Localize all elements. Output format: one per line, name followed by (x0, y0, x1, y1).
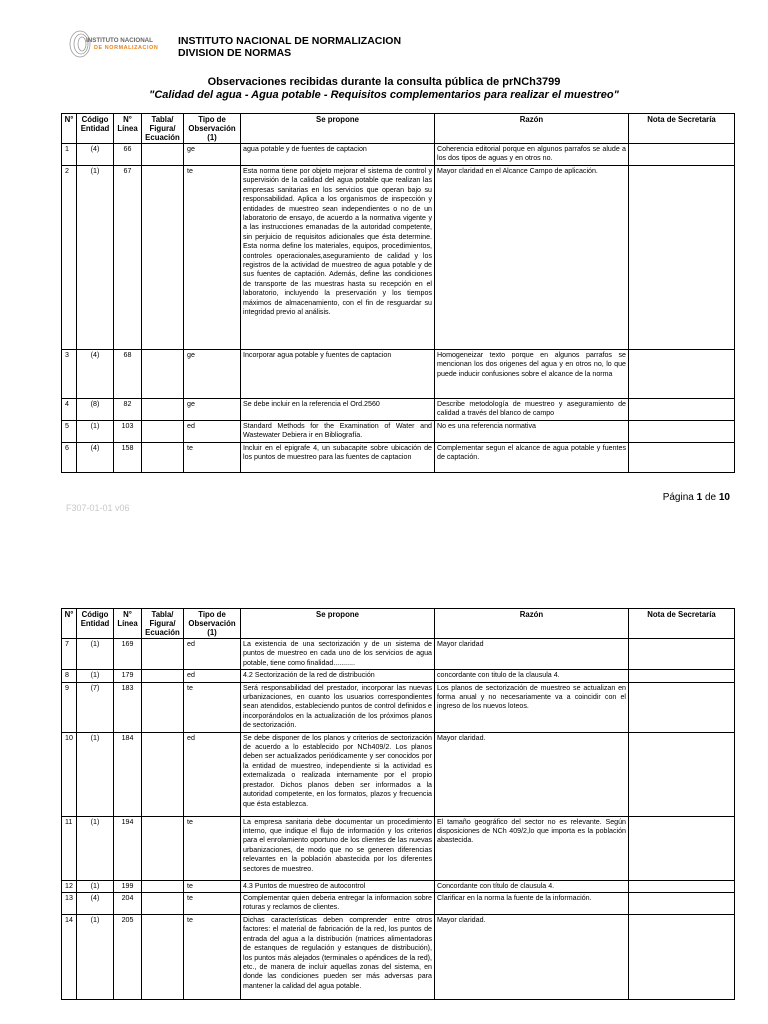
cell-codigo: (1) (77, 880, 114, 892)
cell-tipo: ed (184, 639, 241, 670)
cell-tipo: ge (184, 350, 241, 399)
cell-nota (629, 421, 735, 443)
table-row (62, 350, 735, 399)
cell-codigo: (1) (77, 670, 114, 682)
cell-tabla (142, 166, 184, 350)
cell-nota (629, 166, 735, 350)
cell-tipo: ed (184, 732, 241, 816)
cell-tipo: ed (184, 421, 241, 443)
table-header-row (62, 114, 735, 144)
cell-codigo: (1) (77, 732, 114, 816)
cell-n: 10 (62, 732, 77, 816)
col-header-razon: Razón (435, 609, 629, 639)
cell-tabla (142, 443, 184, 473)
cell-tipo: te (184, 893, 241, 915)
cell-codigo: (4) (77, 144, 114, 166)
cell-propone: La empresa sanitaria debe documentar un procedimiento interno, que indique el flujo de información y los criterios para el enrolamiento oportuno de los clientes de las nuevas urbanizaciones, de modo que no se generen diferencias relevantes en la población abastecida por los diferentes sectores de muestreo. (241, 816, 435, 880)
cell-linea: 183 (114, 682, 142, 732)
cell-razon: Mayor claridad. (435, 732, 629, 816)
cell-razon: Coherencia editorial porque en algunos parrafos se alude a los dos tipos de aguas y en otros no. (435, 144, 629, 166)
col-header-linea: N° Línea (114, 609, 142, 639)
cell-n: 7 (62, 639, 77, 670)
cell-n: 3 (62, 350, 77, 399)
col-header-tabla: Tabla/ Figura/ Ecuación (142, 114, 184, 144)
inn-logo (66, 26, 176, 62)
cell-codigo: (1) (77, 816, 114, 880)
cell-propone: Complementar quien deberia entregar la informacion sobre roturas y reclamos de clientes. (241, 893, 435, 915)
cell-tabla (142, 670, 184, 682)
cell-razon: Describe metodología de muestreo y aseguramiento de calidad a través del blanco de campo (435, 399, 629, 421)
cell-razon: Mayor claridad. (435, 914, 629, 999)
cell-linea: 67 (114, 166, 142, 350)
cell-linea: 103 (114, 421, 142, 443)
cell-n: 2 (62, 166, 77, 350)
table-row (62, 914, 735, 999)
cell-razon: Complementar segun el alcance de agua potable y fuentes de captación. (435, 443, 629, 473)
cell-tabla (142, 893, 184, 915)
col-header-codigo: Código Entidad (77, 609, 114, 639)
cell-propone: Se debe incluir en la referencia el Ord.2560 (241, 399, 435, 421)
cell-codigo: (1) (77, 166, 114, 350)
cell-tabla (142, 682, 184, 732)
cell-propone: Dichas características deben comprender entre otros factores: el material de fabricación de la red, los puntos de entrada del agua a la distribución (matrices alimentadoras de estanques de regulación y estanques de distribución), los puntos más alejados (terminales o apéndices de la red), etc., de manera de incluir aquellas zonas del sistema, en donde las condiciones pueden ser más adversas para mantener la calidad del agua potable. (241, 914, 435, 999)
table-row (62, 880, 735, 892)
cell-razon: Homogeneizar texto porque en algunos parrafos se mencionan los dos origenes del agua y en otros no, lo que puede inducir confusiones sobre el alcance de la norma (435, 350, 629, 399)
table-row (62, 893, 735, 915)
cell-codigo: (1) (77, 639, 114, 670)
col-header-codigo: Código Entidad (77, 114, 114, 144)
table-row (62, 443, 735, 473)
cell-propone: La existencia de una sectorización y de un sistema de puntos de muestreo en cada uno de los servicios de agua potable, tiene como finalidad........... (241, 639, 435, 670)
cell-tabla (142, 732, 184, 816)
cell-propone: 4.2 Sectorización de la red de distribución (241, 670, 435, 682)
table-row (62, 639, 735, 670)
cell-nota (629, 399, 735, 421)
cell-tabla (142, 880, 184, 892)
cell-linea: 199 (114, 880, 142, 892)
cell-propone: Incorporar agua potable y fuentes de captacion (241, 350, 435, 399)
cell-nota (629, 682, 735, 732)
logo-text-bottom: DE NORMALIZACION (94, 45, 159, 51)
org-line-2: DIVISION DE NORMAS (178, 47, 292, 59)
cell-nota (629, 880, 735, 892)
cell-razon: Clarificar en la norma la fuente de la información. (435, 893, 629, 915)
cell-linea: 82 (114, 399, 142, 421)
cell-tabla (142, 144, 184, 166)
observations-table-page-2 (61, 608, 735, 1000)
org-line-1: INSTITUTO NACIONAL DE NORMALIZACION (178, 35, 402, 47)
cell-codigo: (7) (77, 682, 114, 732)
cell-tabla (142, 639, 184, 670)
organization-name (178, 35, 401, 59)
cell-propone: Standard Methods for the Examination of Water and Wastewater Debiera ir en Bibliografía. (241, 421, 435, 443)
cell-tipo: ed (184, 670, 241, 682)
cell-razon: Mayor claridad (435, 639, 629, 670)
cell-propone: Incluir en el epigrafe 4, un subacapite sobre ubicación de los puntos de muestreo para las fuentes de captacion (241, 443, 435, 473)
table-header-row (62, 609, 735, 639)
col-header-tabla: Tabla/ Figura/ Ecuación (142, 609, 184, 639)
table-row (62, 399, 735, 421)
document-title: Observaciones recibidas durante la consulta pública de prNCh3799 (207, 76, 561, 88)
cell-tipo: te (184, 914, 241, 999)
cell-tipo: te (184, 166, 241, 350)
cell-n: 8 (62, 670, 77, 682)
cell-linea: 68 (114, 350, 142, 399)
col-header-n: N° (62, 609, 77, 639)
cell-nota (629, 670, 735, 682)
col-header-tipo: Tipo de Observación (1) (184, 114, 241, 144)
cell-razon: No es una referencia normativa (435, 421, 629, 443)
cell-linea: 184 (114, 732, 142, 816)
cell-tipo: te (184, 816, 241, 880)
cell-nota (629, 893, 735, 915)
cell-n: 12 (62, 880, 77, 892)
cell-propone: Esta norma tiene por objeto mejorar el sistema de control y supervisión de la calidad del agua potable que realizan las empresas sanitarias en los servicios que operan bajo su responsabilidad. Aplica a los organismos de inspección y entidades de muestreo sean independientes o no de un laboratorio de ensayo, de acuerdo a la normativa vigente y a las instrucciones emanadas de la autoridad competente, sin perjuicio de requisitos adicionales que ésta determine. Esta norma define los materiales, equipos, procedimientos, controles operacionales,aseguramiento de calidad y los registros de la actividad de muestreo de agua potable y de sus fuentes de captación. Además, define las condiciones de transporte de las muestras hasta su recepción en el laboratorio, incluyendo la preservación y los tiempos máximos de almacenamiento, con el fin de resguardar su integridad previo al análisis. (241, 166, 435, 350)
cell-nota (629, 732, 735, 816)
page-label: Página (662, 492, 694, 503)
cell-razon: Los planos de sectorización de muestreo se actualizan en forma anual y no necesariamente va a coincidir con el ingreso de los nuevos loteos. (435, 682, 629, 732)
cell-n: 5 (62, 421, 77, 443)
cell-nota (629, 914, 735, 999)
table-row (62, 682, 735, 732)
cell-razon: El tamaño geográfico del sector no es relevante. Según disposiciones de NCh 409/2,lo que importa es la población abastecida. (435, 816, 629, 880)
cell-linea: 194 (114, 816, 142, 880)
document-subtitle: "Calidad del agua - Agua potable - Requisitos complementarios para realizar el muestreo" (149, 89, 619, 101)
cell-propone: agua potable y de fuentes de captacion (241, 144, 435, 166)
cell-tipo: te (184, 443, 241, 473)
col-header-n: N° (62, 114, 77, 144)
cell-tipo: ge (184, 399, 241, 421)
cell-n: 6 (62, 443, 77, 473)
cell-tipo: te (184, 880, 241, 892)
cell-razon: Mayor claridad en el Alcance Campo de aplicación. (435, 166, 629, 350)
cell-nota (629, 350, 735, 399)
cell-linea: 169 (114, 639, 142, 670)
cell-linea: 205 (114, 914, 142, 999)
cell-tipo: ge (184, 144, 241, 166)
cell-n: 11 (62, 816, 77, 880)
cell-nota (629, 144, 735, 166)
cell-tabla (142, 350, 184, 399)
col-header-nota: Nota de Secretaría (629, 609, 735, 639)
cell-tabla (142, 399, 184, 421)
cell-codigo: (4) (77, 443, 114, 473)
col-header-tipo: Tipo de Observación (1) (184, 609, 241, 639)
cell-linea: 158 (114, 443, 142, 473)
cell-codigo: (1) (77, 914, 114, 999)
cell-nota (629, 639, 735, 670)
page-current: 1 (696, 492, 703, 503)
page-total: 10 (718, 492, 730, 503)
col-header-propone: Se propone (241, 609, 435, 639)
cell-razon: Concordante con título de clausula 4. (435, 880, 629, 892)
table-row (62, 732, 735, 816)
cell-codigo: (8) (77, 399, 114, 421)
form-code: F307-01-01 v06 (66, 503, 130, 513)
table-row (62, 816, 735, 880)
cell-propone: Se debe disponer de los planos y criterios de sectorización de acuerdo a lo establecido por NCh409/2. Los planos deben ser actualizados periódicamente y ser conocidos por la entidad de muestreo, independiente si la actividad es externalizada o realizada internamente por el propio prestador. Dichos planos deben ser informados a la autoridad competente, en los formatos, plazos y frecuencia que ésta establezca. (241, 732, 435, 816)
table-row (62, 670, 735, 682)
cell-codigo: (4) (77, 893, 114, 915)
logo-text-top: INSTITUTO NACIONAL (86, 37, 153, 44)
cell-nota (629, 443, 735, 473)
observations-table-page-1 (61, 113, 735, 473)
cell-linea: 66 (114, 144, 142, 166)
cell-n: 4 (62, 399, 77, 421)
cell-tabla (142, 914, 184, 999)
cell-linea: 204 (114, 893, 142, 915)
page-number (620, 492, 730, 503)
cell-codigo: (4) (77, 350, 114, 399)
page-of: de (704, 492, 717, 503)
cell-n: 14 (62, 914, 77, 999)
col-header-linea: N° Línea (114, 114, 142, 144)
cell-razon: concordante con titulo de la clausula 4. (435, 670, 629, 682)
cell-codigo: (1) (77, 421, 114, 443)
cell-tabla (142, 816, 184, 880)
cell-tabla (142, 421, 184, 443)
table-row (62, 421, 735, 443)
table-row (62, 166, 735, 350)
col-header-razon: Razón (435, 114, 629, 144)
col-header-nota: Nota de Secretaría (629, 114, 735, 144)
cell-n: 1 (62, 144, 77, 166)
table-row (62, 144, 735, 166)
col-header-propone: Se propone (241, 114, 435, 144)
cell-propone: Será responsabilidad del prestador, incorporar las nuevas urbanizaciones, en cuanto los usuarios correspondientes sean atendidos, estableciendo puntos de control definidos e incorporándolos en la actualización de los próximos planos de sectorización. (241, 682, 435, 732)
cell-nota (629, 816, 735, 880)
cell-n: 13 (62, 893, 77, 915)
cell-tipo: te (184, 682, 241, 732)
cell-n: 9 (62, 682, 77, 732)
cell-linea: 179 (114, 670, 142, 682)
cell-propone: 4.3 Puntos de muestreo de autocontrol (241, 880, 435, 892)
